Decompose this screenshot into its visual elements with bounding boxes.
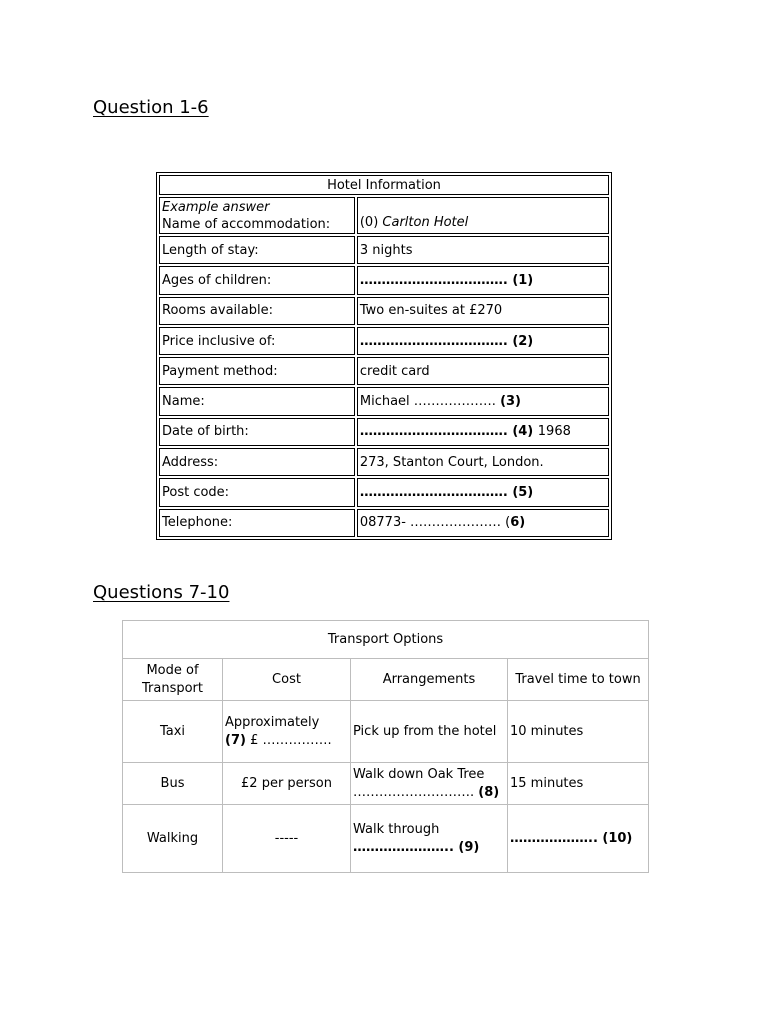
bus-travel-time: 15 minutes [508, 763, 649, 805]
walking-arrangement-line1: Walk through [353, 821, 440, 837]
post-code-label: Post code: [159, 478, 355, 506]
date-of-birth-label: Date of birth: [159, 418, 355, 446]
taxi-travel-time: 10 minutes [508, 701, 649, 763]
mode-bus: Bus [123, 763, 223, 805]
transport-table-title: Transport Options [123, 621, 649, 659]
hotel-table-title: Hotel Information [159, 175, 609, 195]
question-number: 6) [510, 515, 526, 531]
mode-taxi: Taxi [123, 701, 223, 763]
bus-cost: £2 per person [223, 763, 351, 805]
transport-options-table [122, 620, 649, 873]
post-code-answer-blank: ……………………………. (5) [357, 478, 609, 506]
accommodation-label: Name of accommodation: [162, 216, 331, 232]
hotel-row-label [159, 197, 355, 234]
taxi-arrangement: Pick up from the hotel [351, 701, 508, 763]
bus-arrangement-blank: ………………………. [353, 784, 479, 800]
taxi-cost-blank: £ ……………. [245, 732, 332, 748]
question-number: (7) [225, 732, 246, 748]
bus-arrangement-answer-blank [353, 784, 505, 802]
length-of-stay-label: Length of stay: [159, 236, 355, 264]
column-header-cost: Cost [223, 659, 351, 701]
ages-of-children-label: Ages of children: [159, 266, 355, 294]
telephone-value: 08773- ………………… ( [359, 515, 511, 531]
accommodation-value: Carlton Hotel [382, 215, 469, 230]
example-answer-label: Example answer [162, 199, 270, 215]
column-header-arrangements: Arrangements [351, 659, 508, 701]
price-inclusive-label: Price inclusive of: [159, 327, 355, 355]
name-label: Name: [159, 387, 355, 415]
taxi-cost [223, 701, 351, 763]
question-number: (8) [478, 784, 500, 800]
taxi-cost-answer-blank [225, 732, 348, 750]
length-of-stay-value: 3 nights [357, 236, 609, 264]
telephone-label: Telephone: [159, 509, 355, 537]
date-of-birth-blank: ……………………………. (4) [359, 424, 538, 440]
column-header-mode: Mode of Transport [123, 659, 223, 701]
walking-arrangement [351, 805, 508, 873]
rooms-available-label: Rooms available: [159, 297, 355, 325]
name-answer-blank [357, 387, 609, 415]
hotel-row-value [357, 197, 609, 234]
date-of-birth-answer-blank [357, 418, 609, 446]
price-inclusive-answer-blank: ……………………………. (2) [357, 327, 609, 355]
hotel-information-table [156, 172, 612, 540]
birth-year: 1968 [537, 424, 571, 440]
walking-arrangement-answer-blank: ………………….. (9) [353, 839, 480, 855]
telephone-answer-blank [357, 509, 609, 537]
rooms-available-value: Two en-suites at £270 [357, 297, 609, 325]
bus-arrangement [351, 763, 508, 805]
taxi-cost-line1: Approximately [225, 714, 320, 730]
payment-method-label: Payment method: [159, 357, 355, 385]
address-label: Address: [159, 448, 355, 476]
example-number: (0) [359, 215, 383, 230]
column-header-travel-time: Travel time to town [508, 659, 649, 701]
question-number: (3) [500, 394, 521, 410]
walking-travel-time-answer-blank: ……………….. (10) [508, 805, 649, 873]
name-value: Michael ………………. [359, 394, 501, 410]
address-value: 273, Stanton Court, London. [357, 448, 609, 476]
ages-of-children-answer-blank: ……………………………. (1) [357, 266, 609, 294]
bus-arrangement-line1: Walk down Oak Tree [353, 766, 485, 782]
section-heading-questions-1-6: Question 1-6 [93, 97, 209, 118]
mode-walking: Walking [123, 805, 223, 873]
section-heading-questions-7-10: Questions 7-10 [93, 582, 230, 603]
payment-method-value: credit card [357, 357, 609, 385]
walking-cost: ----- [223, 805, 351, 873]
